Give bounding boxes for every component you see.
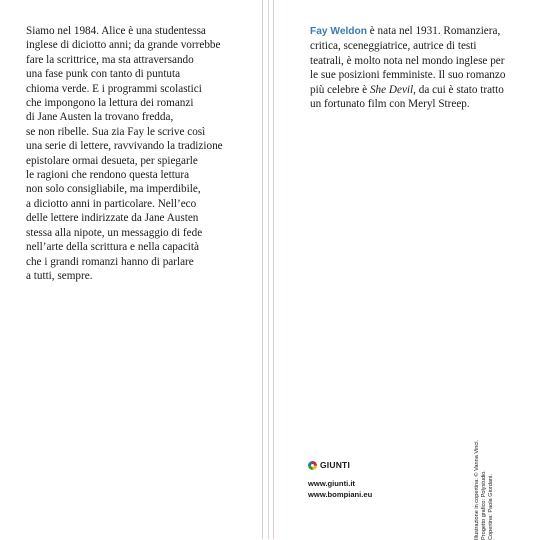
credit-illustration: Illustrazione in copertina: © Vanna Vinci. [474, 440, 480, 540]
publisher-block [308, 460, 372, 500]
author-bio-text: è nata nel 1931. Romanziera, critica, sceneggiatrice, autrice di testi teatrali, è molto nota nel mondo inglese per le sue posizioni femministe. Il suo romanzo più celebre è [310, 25, 506, 96]
back-flap-author-bio [310, 24, 510, 111]
author-name: Fay Weldon [310, 26, 367, 37]
flap-fold-line [268, 0, 269, 539]
flap-fold-line [262, 0, 263, 539]
author-bio-paragraph [310, 24, 510, 111]
synopsis-text: Siamo nel 1984. Alice è una studentessa inglese di diciotto anni; da grande vorrebbe fare la scrittrice, ma sta attraversando una fase punk con tanto di puntuta chioma verde. E i programmi scolastici che impongono la lettura dei romanzi di Jane Austen la trovano fredda, se non ribelle. Sua zia Fay le scrive così una serie di lettere, ravvivando la tradizione epistolare ormai desueta, per spiegarle le ragioni che rendono questa lettura non solo consigliabile, ma imperdibile, a diciotto anni in particolare. Nell’eco delle lettere indirizzate da Jane Austen stessa alla nipote, un messaggio di fede nell’arte della scrittura e nella capacità che i grandi romanzi hanno di parlare a tutti, sempre. [26, 25, 223, 282]
novel-title: She Devil [369, 83, 414, 96]
publisher-logo-text: GIUNTI [320, 460, 351, 470]
publisher-website-giunti: www.giunti.it [308, 479, 355, 488]
credit-cover: Copertina: Paola Giordani. [488, 474, 494, 540]
flap-fold-line [273, 0, 274, 539]
publisher-logo [308, 460, 372, 470]
giunti-logo-icon [308, 461, 317, 470]
front-flap-synopsis [26, 24, 258, 283]
cover-credits [474, 432, 514, 540]
publisher-website-bompiani: www.bompiani.eu [308, 490, 373, 499]
author-bio-text-end: , da cui è stato tratto un fortunato film con Meryl Streep. [310, 83, 504, 111]
credit-graphic-design: Progetto grafico: Polystudio. [481, 470, 487, 540]
